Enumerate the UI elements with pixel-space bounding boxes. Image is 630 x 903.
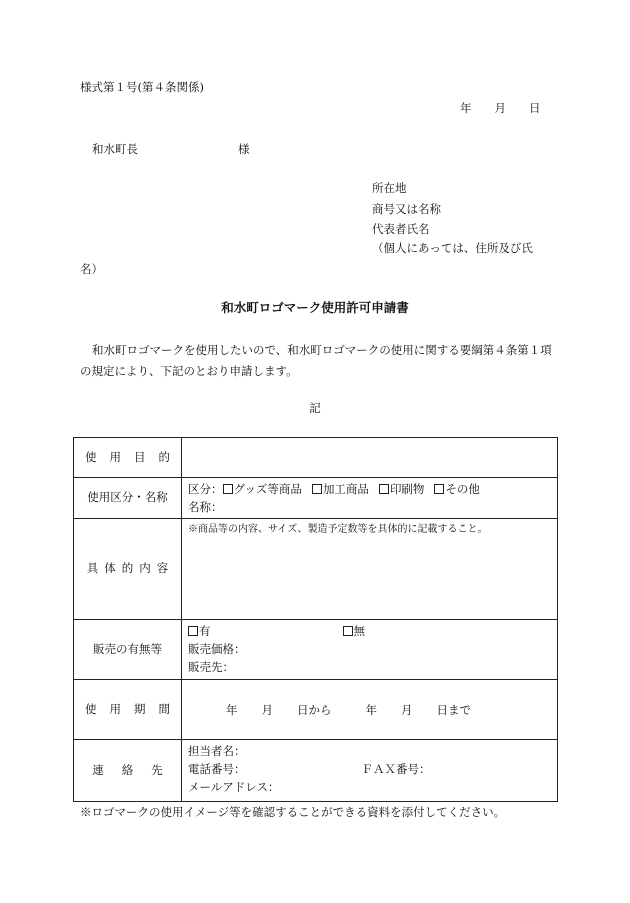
table-row	[74, 620, 558, 680]
contact-field	[182, 740, 558, 802]
sales-dest-label: 販売先：	[188, 660, 234, 674]
period-field[interactable]: 年 月 日から 年 月 日まで	[182, 680, 558, 740]
table-row	[74, 438, 558, 478]
category-field: 区分： グッズ等商品 加工商品 印刷物 その他 名称：	[182, 478, 558, 519]
details-field[interactable]	[182, 519, 558, 620]
sales-price-label: 販売価格：	[188, 642, 246, 656]
purpose-field[interactable]	[182, 438, 558, 478]
table-row	[74, 680, 558, 740]
table-row	[74, 478, 558, 519]
application-table	[73, 437, 558, 802]
document-body: 和水町ロゴマークを使用したいので、和水町ロゴマークの使用に関する要綱第４条第１項の規定により、下記のとおり申請します。	[80, 343, 552, 378]
sales-label: 販売の有無等	[74, 620, 182, 680]
form-number: 様式第１号(第４条関係)	[80, 80, 204, 94]
period-label: 使用期間	[74, 680, 182, 740]
ki-heading: 記	[309, 401, 321, 415]
date-line: 年 月 日	[460, 101, 541, 115]
purpose-label: 使用目的	[74, 438, 182, 478]
checkbox-processed[interactable]	[312, 484, 322, 494]
phone-label: 電話番号：	[188, 762, 246, 776]
person-label: 担当者名：	[188, 744, 246, 758]
fax-label: ＦＡＸ番号：	[361, 762, 431, 776]
checkbox-goods[interactable]	[223, 484, 233, 494]
email-label: メールアドレス：	[188, 780, 280, 794]
address-label: 所在地	[372, 181, 407, 195]
category-label: 使用区分・名称	[74, 478, 182, 519]
trade-name-label: 商号又は名称	[372, 202, 441, 216]
sales-field: 有 無 販売価格： 販売先：	[182, 620, 558, 680]
individual-note: （個人にあっては、住所及び氏	[372, 241, 533, 255]
individual-note-continued: 名）	[80, 262, 103, 276]
table-row	[74, 519, 558, 620]
table-row	[74, 740, 558, 802]
representative-label: 代表者氏名	[372, 222, 430, 236]
details-note: ※商品等の内容、サイズ、製造予定数等を具体的に記載すること。	[188, 524, 488, 535]
honorific: 様	[238, 142, 250, 156]
checkbox-other[interactable]	[434, 484, 444, 494]
addressee: 和水町長	[92, 142, 138, 156]
contact-label: 連絡先	[74, 740, 182, 802]
checkbox-printed[interactable]	[379, 484, 389, 494]
checkbox-sales-no[interactable]	[343, 626, 353, 636]
checkbox-sales-yes[interactable]	[188, 626, 198, 636]
category-prefix: 区分：	[188, 482, 223, 496]
footer-note: ※ロゴマークの使用イメージ等を確認することができる資料を添付してください。	[80, 805, 506, 819]
document-title: 和水町ロゴマーク使用許可申請書	[221, 300, 409, 315]
name-label: 名称：	[188, 500, 223, 514]
details-label: 具体的内容	[74, 519, 182, 620]
